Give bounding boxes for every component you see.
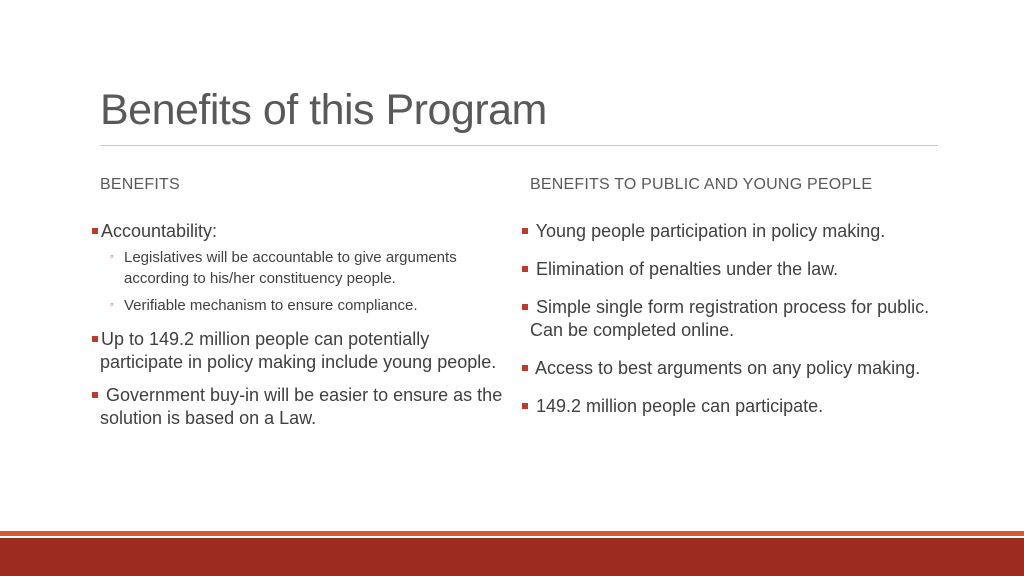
square-bullet-icon [92,392,98,398]
list-item-text: 149.2 million people can participate. [531,396,824,416]
list-item [522,220,962,243]
square-bullet-icon [522,365,528,371]
square-bullet-icon [522,266,528,272]
sub-list-item-text: Legislatives will be accountable to give arguments according to his/her constituency people. [124,249,457,287]
list-item-text: Up to 149.2 million people can potentially participate in policy making include young people. [100,329,497,372]
list-item [92,384,512,430]
sub-list-item [110,247,512,289]
list-item [522,296,962,342]
square-bullet-icon [92,336,98,342]
title-divider [100,145,938,146]
slide-title: Benefits of this Program [100,86,547,134]
left-column [92,220,512,440]
right-column-heading: BENEFITS TO PUBLIC AND YOUNG PEOPLE [530,176,873,193]
list-item [522,395,962,418]
footer-accent-line [0,531,1024,536]
list-item-text: Elimination of penalties under the law. [531,259,839,279]
square-bullet-icon [92,228,98,234]
square-bullet-icon [522,403,528,409]
circle-bullet-icon: ◦ [110,299,114,311]
right-column [522,220,962,433]
left-column-heading: BENEFITS [100,176,180,193]
circle-bullet-icon: ◦ [110,251,114,263]
list-item-text: Access to best arguments on any policy making. [531,358,921,378]
list-item-text: Simple single form registration process for public. Can be completed online. [530,297,930,340]
footer-band [0,538,1024,576]
list-item-text: Government buy-in will be easier to ensure as the solution is based on a Law. [100,385,503,428]
list-item [92,328,512,374]
list-item [92,220,512,316]
list-item [522,357,962,380]
square-bullet-icon [522,228,528,234]
sub-list-item [110,295,512,316]
list-item-text: Young people participation in policy making. [531,221,886,241]
square-bullet-icon [522,304,528,310]
list-item-text: Accountability: [101,221,218,241]
list-item [522,258,962,281]
sub-list [110,247,512,316]
sub-list-item-text: Verifiable mechanism to ensure compliance. [124,297,418,314]
